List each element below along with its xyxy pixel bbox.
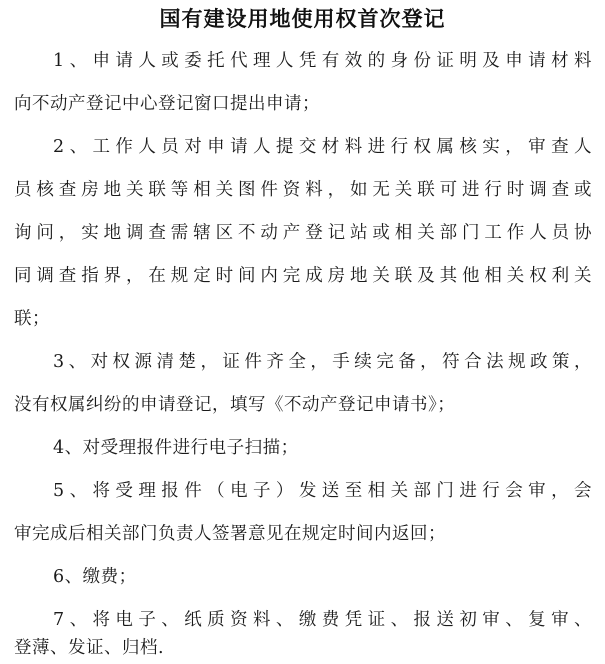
- step-6-line-1: 6、缴费；: [53, 567, 137, 587]
- step-5-line-2: 审完成后相关部门负责人签署意见在规定时间内返回；: [14, 524, 446, 544]
- step-2-line-3: 询问，实地调查需辖区不动产登记站或相关部门工作人员协: [14, 223, 592, 243]
- step-5-line-1: 5、将受理报件（电子）发送至相关部门进行会审，会: [53, 481, 592, 501]
- step-2-line-4: 同调查指界，在规定时间内完成房地关联及其他相关权利关: [14, 266, 592, 286]
- step-7-line-2: 登薄、发证、归档.: [14, 638, 165, 658]
- step-1-line-2: 向不动产登记中心登记窗口提出申请；: [14, 94, 320, 114]
- step-2-line-2: 员核查房地关联等相关图件资料，如无关联可进行时调查或: [14, 180, 592, 200]
- step-2-line-5: 联；: [14, 309, 50, 329]
- document-title: 国有建设用地使用权首次登记: [159, 7, 446, 31]
- step-7-line-1: 7、将电子、纸质资料、缴费凭证、报送初审、复审、: [53, 610, 592, 630]
- step-2-line-1: 2、工作人员对申请人提交材料进行权属核实，审查人: [53, 137, 592, 157]
- step-1-line-1: 1、申请人或委托代理人凭有效的身份证明及申请材料: [53, 51, 592, 71]
- step-3-line-2: 没有权属纠纷的申请登记，填写《不动产登记申请书》；: [14, 395, 456, 415]
- step-3-line-1: 3、对权源清楚，证件齐全，手续完备，符合法规政策，: [53, 352, 592, 372]
- step-4-line-1: 4、对受理报件进行电子扫描；: [53, 438, 299, 458]
